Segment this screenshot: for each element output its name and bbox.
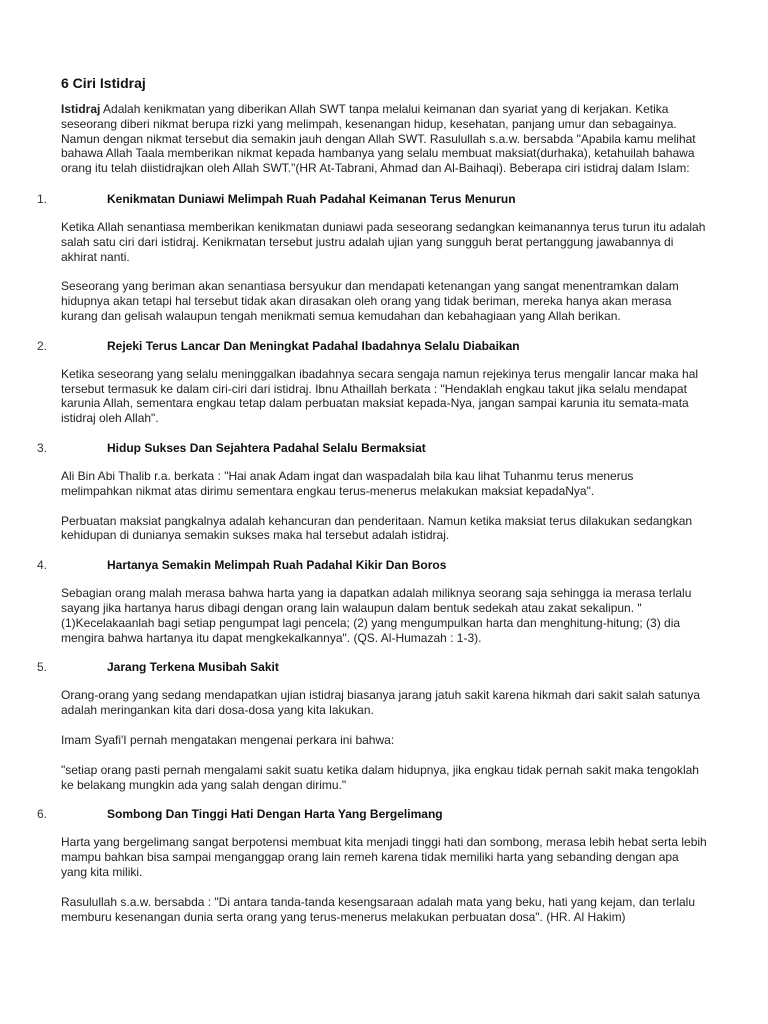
section-heading-row bbox=[37, 441, 717, 455]
section-heading: Hartanya Semakin Melimpah Ruah Padahal Kikir Dan Boros bbox=[107, 558, 447, 573]
section-number: 5. bbox=[37, 660, 48, 675]
section-paragraph: Ketika seseorang yang selalu meninggalkan ibadahnya secara sengaja namun rejekinya terus mengalir lancar maka hal tersebut termasuk ke dalam ciri-ciri dari istidraj. Ibnu Athaillah berkata : "Hendaklah engkau takut jika selalu mendapat karunia Allah, sementara engkau tetap dalam perbuatan maksiat kepada-Nya, jangan sampai karunia itu semata-mata istidraj oleh Allah". bbox=[61, 366, 699, 426]
intro-text: Adalah kenikmatan yang diberikan Allah SWT tanpa melalui keimanan dan syariat yang di kerjakan. Ketika seseorang diberi nikmat berupa rizki yang melimpah, kesenangan hidup, kesehatan, panjang umur dan sebagainya. Namun dengan nikmat tersebut dia semakin jauh dengan Allah SWT. Rasulullah s.a.w. bersabda "Apabila kamu melihat bahawa Allah Taala memberikan nikmat kepada hambanya yang selalu membuat maksiat(durhaka), ketahuilah bahawa orang itu telah diistidrajkan oleh Allah SWT."(HR At-Tabrani, Ahmad dan Al-Baihaqi). Beberapa ciri istidraj dalam Islam: bbox=[61, 102, 696, 176]
section-paragraph: Ali Bin Abi Thalib r.a. berkata : "Hai anak Adam ingat dan waspadalah bila kau lihat Tuhanmu terus menerus melimpahkan nikmat atas dirimu sementara engkau terus-menerus melakukan maksiat kepadaNya". bbox=[61, 468, 634, 498]
section-number: 3. bbox=[37, 440, 48, 455]
section-paragraph: Rasulullah s.a.w. bersabda : "Di antara tanda-tanda kesengsaraan adalah mata yang beku, hati yang kejam, dan terlalu memburu kesenangan dunia serta orang yang terus-menerus melakukan perbuatan dosa". (HR. Al Hakim) bbox=[61, 894, 695, 924]
section-heading-row bbox=[37, 558, 717, 572]
document-body bbox=[37, 74, 717, 939]
section-paragraph: Harta yang bergelimang sangat berpotensi membuat kita menjadi tinggi hati dan sombong, merasa lebih hebat serta lebih mampu bahkan bisa sampai menganggap orang lain remeh karena tidak memiliki harta yang sebanding dengan apa yang kita miliki. bbox=[61, 835, 707, 879]
section-paragraph: Perbuatan maksiat pangkalnya adalah kehancuran dan penderitaan. Namun ketika maksiat terus dilakukan sedangkan kehidupan di dunianya semakin sukses maka hal tersebut adalah istidraj. bbox=[61, 513, 693, 543]
section-item-3 bbox=[37, 441, 717, 543]
section-number: 6. bbox=[37, 807, 48, 822]
intro-lead-term: Istidraj bbox=[61, 102, 101, 116]
section-heading: Rejeki Terus Lancar Dan Meningkat Padahal Ibadahnya Selalu Diabaikan bbox=[107, 338, 520, 353]
intro-paragraph bbox=[61, 102, 701, 176]
section-heading: Jarang Terkena Musibah Sakit bbox=[107, 660, 279, 675]
section-paragraph: Orang-orang yang sedang mendapatkan ujian istidraj biasanya jarang jatuh sakit karena hikmah dari sakit salah satunya adalah meringankan kita dari dosa-dosa yang kita lakukan. bbox=[61, 688, 701, 718]
section-paragraph: Seseorang yang beriman akan senantiasa bersyukur dan mendapati ketenangan yang sangat menentramkan dalam hidupnya akan tetapi hal tersebut tidak akan dirasakan oleh orang yang tidak beriman, mereka hanya akan merasa kurang dan gelisah walaupun tengah menikmati semua kemudahan dan kebahagiaan yang Allah berikan. bbox=[61, 279, 679, 323]
section-paragraph: Ketika Allah senantiasa memberikan kenikmatan duniawi pada seseorang sedangkan keimanannya terus turun itu adalah salah satu ciri dari istidraj. Kenikmatan tersebut justru adalah ujian yang sungguh berat pertanggung jawabannya di akhirat nanti. bbox=[61, 219, 706, 264]
section-item-1 bbox=[37, 192, 717, 324]
section-number: 1. bbox=[37, 191, 48, 206]
section-paragraph: Imam Syafi'I pernah mengatakan mengenai perkara ini bahwa: bbox=[61, 732, 395, 747]
section-heading-row bbox=[37, 192, 717, 206]
section-item-4 bbox=[37, 558, 717, 645]
sections-list bbox=[37, 192, 717, 924]
section-heading: Sombong Dan Tinggi Hati Dengan Harta Yang Bergelimang bbox=[107, 807, 443, 822]
section-paragraph: Sebagian orang malah merasa bahwa harta yang ia dapatkan adalah miliknya seorang saja sehingga ia merasa terlalu sayang jika hartanya harus dibagi dengan orang lain walaupun dalam bentuk sedekah atau zakat sekalipun. "(1)Kecelakaanlah bagi setiap pengumpat lagi pencela; (2) yang mengumpulkan harta dan menghitung-hitung; (3) dia mengira bahwa hartanya itu dapat mengkekalkannya". (QS. Al-Humazah : 1-3). bbox=[61, 586, 692, 645]
section-item-6 bbox=[37, 807, 717, 924]
section-heading: Hidup Sukses Dan Sejahtera Padahal Selalu Bermaksiat bbox=[107, 440, 426, 455]
section-item-5 bbox=[37, 660, 717, 792]
section-number: 4. bbox=[37, 558, 48, 573]
section-number: 2. bbox=[37, 338, 48, 353]
section-heading-row bbox=[37, 807, 717, 821]
section-heading: Kenikmatan Duniawi Melimpah Ruah Padahal Keimanan Terus Menurun bbox=[107, 191, 516, 206]
section-quote: "setiap orang pasti pernah mengalami sakit suatu ketika dalam hidupnya, jika engkau tidak pernah sakit maka tengoklah ke belakang mungkin ada yang salah dengan dirimu." bbox=[61, 762, 699, 792]
page-title: 6 Ciri Istidraj bbox=[61, 75, 146, 91]
section-heading-row bbox=[37, 339, 717, 353]
section-heading-row bbox=[37, 660, 717, 674]
section-item-2 bbox=[37, 339, 717, 426]
